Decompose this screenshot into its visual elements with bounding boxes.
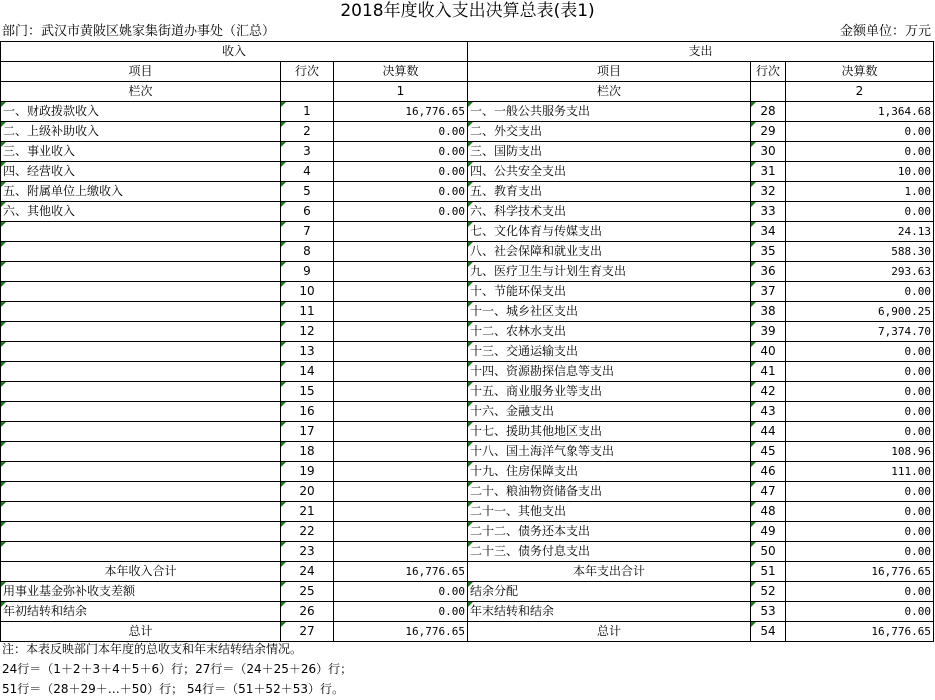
expense-item-cell: 九、医疗卫生与计划生育支出 [468, 262, 751, 282]
income-amount-cell [334, 462, 468, 482]
income-rowno-cell: 21 [281, 502, 334, 522]
expense-item-cell: 十八、国土海洋气象等支出 [468, 442, 751, 462]
expense-amount-cell: 108.96 [786, 442, 934, 462]
income-item-header: 项目 [1, 62, 281, 82]
income-item-cell [1, 522, 281, 542]
income-rowno-cell: 19 [281, 462, 334, 482]
table-row [1, 562, 934, 582]
income-item-cell: 一、财政拨款收入 [1, 102, 281, 122]
table-row [1, 242, 934, 262]
income-item-cell [1, 482, 281, 502]
expense-amount-cell: 10.00 [786, 162, 934, 182]
table-row [1, 462, 934, 482]
income-item-cell [1, 342, 281, 362]
expense-item-cell: 六、科学技术支出 [468, 202, 751, 222]
expense-amount-cell: 0.00 [786, 202, 934, 222]
income-rowno-cell: 9 [281, 262, 334, 282]
income-rowno-cell: 27 [281, 622, 334, 642]
department-label: 部门：武汉市黄陂区姚家集街道办事处（汇总） [2, 24, 276, 39]
expense-rowno-cell: 36 [751, 262, 786, 282]
table-row [1, 282, 934, 302]
income-rowno-header: 行次 [281, 62, 334, 82]
table-row [1, 482, 934, 502]
expense-item-cell: 五、教育支出 [468, 182, 751, 202]
expense-item-cell: 十五、商业服务业等支出 [468, 382, 751, 402]
expense-item-cell: 十四、资源勘探信息等支出 [468, 362, 751, 382]
income-amount-cell [334, 302, 468, 322]
income-amount-cell: 0.00 [334, 122, 468, 142]
table-row [1, 122, 934, 142]
expense-amount-cell: 0.00 [786, 342, 934, 362]
expense-amount-cell: 0.00 [786, 382, 934, 402]
expense-rowno-cell: 37 [751, 282, 786, 302]
expense-amount-cell: 293.63 [786, 262, 934, 282]
expense-amount-cell: 0.00 [786, 482, 934, 502]
income-amount-cell [334, 382, 468, 402]
expense-item-cell: 十、节能环保支出 [468, 282, 751, 302]
expense-rowno-cell: 53 [751, 602, 786, 622]
expense-item-cell: 二、外交支出 [468, 122, 751, 142]
income-rowno-cell: 10 [281, 282, 334, 302]
income-amount-header: 决算数 [334, 62, 468, 82]
expense-rowno-header: 行次 [751, 62, 786, 82]
table-row [1, 402, 934, 422]
income-rowno-cell: 12 [281, 322, 334, 342]
table-row [1, 542, 934, 562]
table-row [1, 202, 934, 222]
income-item-cell: 总计 [1, 622, 281, 642]
expense-amount-cell: 0.00 [786, 422, 934, 442]
expense-rowno-cell: 44 [751, 422, 786, 442]
table-row [1, 162, 934, 182]
expense-item-cell: 八、社会保障和就业支出 [468, 242, 751, 262]
income-rowno-cell: 24 [281, 562, 334, 582]
table-row [1, 422, 934, 442]
table-row [1, 142, 934, 162]
income-rowno-cell: 23 [281, 542, 334, 562]
income-rowno-cell: 7 [281, 222, 334, 242]
income-rowno-cell: 3 [281, 142, 334, 162]
income-item-cell [1, 242, 281, 262]
table-row [1, 502, 934, 522]
income-amount-cell: 0.00 [334, 142, 468, 162]
income-rowno-cell: 18 [281, 442, 334, 462]
income-item-cell [1, 222, 281, 242]
note-line-2: 24行＝（1＋2＋3＋4＋5＋6）行；27行＝（24＋25＋26）行； [2, 662, 353, 676]
table-row [1, 582, 934, 602]
note-line-3: 51行＝（28＋29＋…＋50）行； 54行＝（51＋52＋53）行。 [2, 682, 344, 696]
expense-lanci-blank [751, 82, 786, 102]
expense-item-cell: 四、公共安全支出 [468, 162, 751, 182]
income-rowno-cell: 5 [281, 182, 334, 202]
expense-amount-cell: 0.00 [786, 282, 934, 302]
expense-amount-header: 决算数 [786, 62, 934, 82]
income-amount-cell: 0.00 [334, 582, 468, 602]
expense-amount-cell: 0.00 [786, 502, 934, 522]
income-item-cell: 二、上级补助收入 [1, 122, 281, 142]
income-amount-cell: 0.00 [334, 602, 468, 622]
expense-rowno-cell: 54 [751, 622, 786, 642]
income-rowno-cell: 1 [281, 102, 334, 122]
expense-section-header: 支出 [468, 42, 934, 62]
expense-item-cell: 七、文化体育与传媒支出 [468, 222, 751, 242]
budget-table [0, 41, 934, 642]
income-item-cell [1, 362, 281, 382]
income-item-cell [1, 462, 281, 482]
income-item-cell: 六、其他收入 [1, 202, 281, 222]
income-amount-cell: 0.00 [334, 202, 468, 222]
expense-amount-cell: 1.00 [786, 182, 934, 202]
income-rowno-cell: 22 [281, 522, 334, 542]
income-rowno-cell: 16 [281, 402, 334, 422]
income-rowno-cell: 8 [281, 242, 334, 262]
expense-rowno-cell: 52 [751, 582, 786, 602]
income-rowno-cell: 2 [281, 122, 334, 142]
income-amount-cell [334, 342, 468, 362]
expense-rowno-cell: 39 [751, 322, 786, 342]
expense-amount-cell: 111.00 [786, 462, 934, 482]
expense-rowno-cell: 41 [751, 362, 786, 382]
income-item-cell: 用事业基金弥补收支差额 [1, 582, 281, 602]
income-amount-cell [334, 542, 468, 562]
expense-rowno-cell: 47 [751, 482, 786, 502]
income-item-cell [1, 502, 281, 522]
expense-amount-cell: 0.00 [786, 402, 934, 422]
income-item-cell: 三、事业收入 [1, 142, 281, 162]
income-item-cell [1, 442, 281, 462]
income-item-cell [1, 402, 281, 422]
income-amount-cell [334, 502, 468, 522]
income-amount-cell [334, 362, 468, 382]
income-amount-cell [334, 522, 468, 542]
income-rowno-cell: 15 [281, 382, 334, 402]
expense-amount-cell: 24.13 [786, 222, 934, 242]
expense-item-cell: 十一、城乡社区支出 [468, 302, 751, 322]
income-item-cell [1, 422, 281, 442]
income-item-cell [1, 262, 281, 282]
expense-item-cell: 总计 [468, 622, 751, 642]
income-rowno-cell: 17 [281, 422, 334, 442]
income-item-cell [1, 322, 281, 342]
expense-item-cell: 二十、粮油物资储备支出 [468, 482, 751, 502]
expense-item-cell: 二十三、债务付息支出 [468, 542, 751, 562]
income-amount-cell [334, 482, 468, 502]
income-rowno-cell: 26 [281, 602, 334, 622]
income-amount-cell [334, 442, 468, 462]
table-row [1, 222, 934, 242]
expense-amount-cell: 16,776.65 [786, 562, 934, 582]
income-rowno-cell: 4 [281, 162, 334, 182]
income-amount-cell: 0.00 [334, 162, 468, 182]
table-row [1, 442, 934, 462]
expense-rowno-cell: 42 [751, 382, 786, 402]
table-row [1, 362, 934, 382]
expense-amount-cell: 0.00 [786, 522, 934, 542]
income-amount-cell [334, 282, 468, 302]
expense-amount-cell: 0.00 [786, 122, 934, 142]
expense-amount-cell: 0.00 [786, 602, 934, 622]
income-item-cell [1, 382, 281, 402]
expense-rowno-cell: 32 [751, 182, 786, 202]
expense-item-cell: 十二、农林水支出 [468, 322, 751, 342]
table-row [1, 302, 934, 322]
income-item-cell [1, 542, 281, 562]
table-row [1, 322, 934, 342]
expense-item-cell: 二十一、其他支出 [468, 502, 751, 522]
income-amount-cell: 16,776.65 [334, 622, 468, 642]
expense-rowno-cell: 35 [751, 242, 786, 262]
income-amount-cell [334, 262, 468, 282]
expense-item-cell: 二十二、债务还本支出 [468, 522, 751, 542]
income-amount-cell: 16,776.65 [334, 562, 468, 582]
expense-amount-cell: 0.00 [786, 582, 934, 602]
expense-item-cell: 十三、交通运输支出 [468, 342, 751, 362]
expense-item-cell: 年末结转和结余 [468, 602, 751, 622]
expense-item-cell: 本年支出合计 [468, 562, 751, 582]
expense-amount-cell: 6,900.25 [786, 302, 934, 322]
expense-item-cell: 十六、金融支出 [468, 402, 751, 422]
expense-lanci-label: 栏次 [468, 82, 751, 102]
income-lanci-label: 栏次 [1, 82, 281, 102]
expense-amount-cell: 1,364.68 [786, 102, 934, 122]
income-amount-cell [334, 422, 468, 442]
expense-amount-cell: 7,374.70 [786, 322, 934, 342]
table-row [1, 102, 934, 122]
expense-item-header: 项目 [468, 62, 751, 82]
expense-rowno-cell: 30 [751, 142, 786, 162]
income-item-cell [1, 282, 281, 302]
expense-amount-cell: 16,776.65 [786, 622, 934, 642]
expense-item-cell: 结余分配 [468, 582, 751, 602]
expense-rowno-cell: 46 [751, 462, 786, 482]
expense-amount-cell: 0.00 [786, 142, 934, 162]
expense-rowno-cell: 40 [751, 342, 786, 362]
unit-label: 金额单位：万元 [839, 24, 931, 39]
expense-amount-cell: 588.30 [786, 242, 934, 262]
table-row [1, 622, 934, 642]
expense-rowno-cell: 33 [751, 202, 786, 222]
income-rowno-cell: 20 [281, 482, 334, 502]
table-row [1, 602, 934, 622]
income-rowno-cell: 11 [281, 302, 334, 322]
income-amount-cell: 16,776.65 [334, 102, 468, 122]
table-row [1, 382, 934, 402]
income-rowno-cell: 25 [281, 582, 334, 602]
expense-item-cell: 三、国防支出 [468, 142, 751, 162]
income-item-cell [1, 302, 281, 322]
expense-amount-cell: 0.00 [786, 542, 934, 562]
expense-rowno-cell: 29 [751, 122, 786, 142]
note-line-1: 注：本表反映部门本年度的总收支和年末结转结余情况。 [2, 642, 303, 656]
income-col-number: 1 [334, 82, 468, 102]
expense-rowno-cell: 31 [751, 162, 786, 182]
income-amount-cell [334, 322, 468, 342]
income-item-cell: 本年收入合计 [1, 562, 281, 582]
expense-amount-cell: 0.00 [786, 362, 934, 382]
income-amount-cell: 0.00 [334, 182, 468, 202]
expense-rowno-cell: 49 [751, 522, 786, 542]
table-row [1, 182, 934, 202]
table-row [1, 522, 934, 542]
expense-rowno-cell: 34 [751, 222, 786, 242]
income-amount-cell [334, 402, 468, 422]
income-lanci-blank [281, 82, 334, 102]
expense-rowno-cell: 43 [751, 402, 786, 422]
expense-rowno-cell: 45 [751, 442, 786, 462]
income-item-cell: 四、经营收入 [1, 162, 281, 182]
income-section-header: 收入 [1, 42, 468, 62]
page-title: 2018年度收入支出决算总表(表1) [340, 1, 595, 21]
income-item-cell: 五、附属单位上缴收入 [1, 182, 281, 202]
table-row [1, 262, 934, 282]
income-amount-cell [334, 222, 468, 242]
expense-item-cell: 十七、援助其他地区支出 [468, 422, 751, 442]
expense-rowno-cell: 51 [751, 562, 786, 582]
expense-item-cell: 一、一般公共服务支出 [468, 102, 751, 122]
table-row [1, 342, 934, 362]
income-rowno-cell: 14 [281, 362, 334, 382]
income-rowno-cell: 6 [281, 202, 334, 222]
income-item-cell: 年初结转和结余 [1, 602, 281, 622]
expense-item-cell: 十九、住房保障支出 [468, 462, 751, 482]
expense-rowno-cell: 38 [751, 302, 786, 322]
expense-col-number: 2 [786, 82, 934, 102]
expense-rowno-cell: 28 [751, 102, 786, 122]
expense-rowno-cell: 48 [751, 502, 786, 522]
income-amount-cell [334, 242, 468, 262]
expense-rowno-cell: 50 [751, 542, 786, 562]
income-rowno-cell: 13 [281, 342, 334, 362]
